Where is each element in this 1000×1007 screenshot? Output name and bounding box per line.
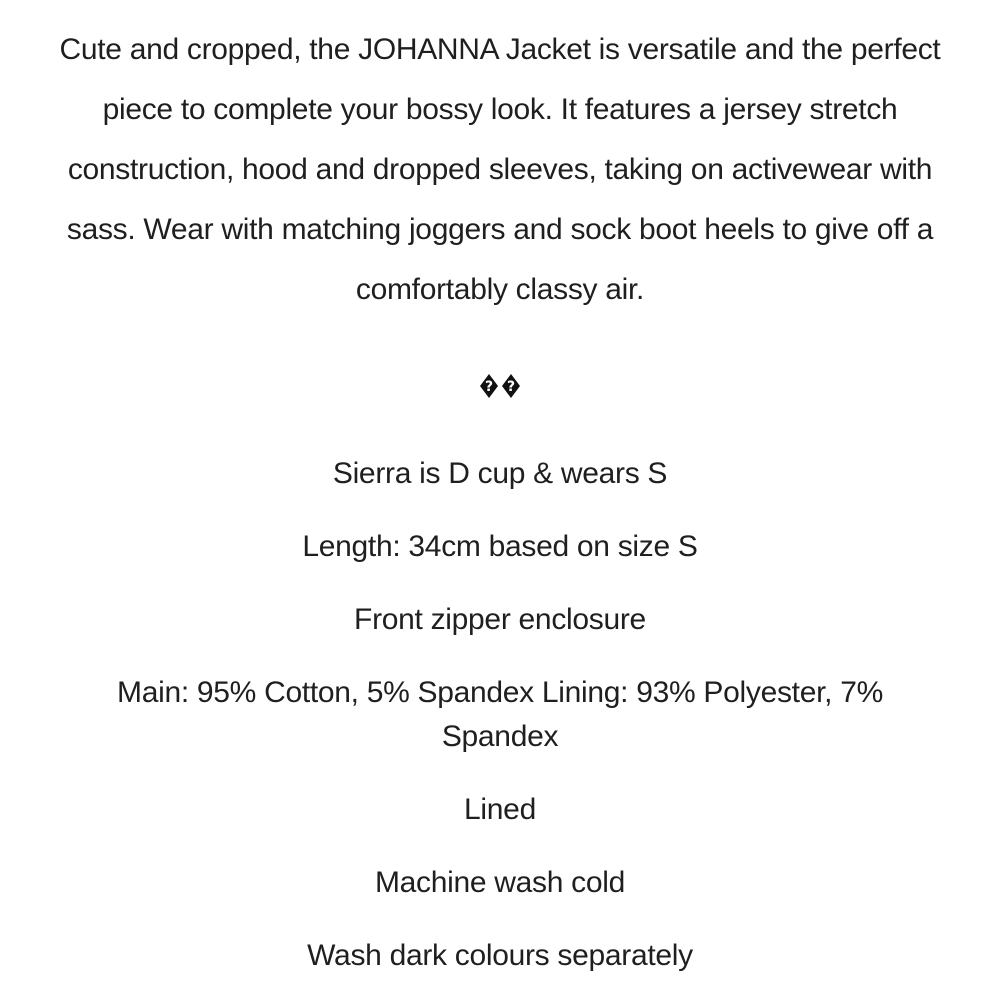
detail-wash-instructions: Machine wash cold: [374, 866, 626, 899]
detail-material: Main: 95% Cotton, 5% Spandex Lining: 93% Polyester, 7% Spandex: [117, 676, 883, 753]
detail-wash-colours: Wash dark colours separately: [307, 939, 693, 972]
product-details-list: [60, 452, 940, 1007]
product-description-paragraph: Cute and cropped, the JOHANNA Jacket is versatile and the perfect piece to complete your bossy look. It features a jersey stretch construction, hood and dropped sleeves, taking on activewear with sass. Wear with matching joggers and sock boot heels to give off a comfortably classy air.: [59, 33, 941, 306]
svg-text:?: ?: [484, 379, 494, 395]
detail-model-size: Sierra is D cup & wears S: [332, 457, 668, 490]
replacement-character-icon: [479, 373, 499, 399]
detail-lined: Lined: [464, 793, 536, 826]
detail-length: Length: 34cm based on size S: [302, 530, 698, 563]
replacement-character-icon: [501, 373, 521, 399]
svg-text:?: ?: [506, 379, 516, 395]
detail-closure: Front zipper enclosure: [354, 603, 646, 636]
emoji-divider: [0, 366, 1000, 406]
